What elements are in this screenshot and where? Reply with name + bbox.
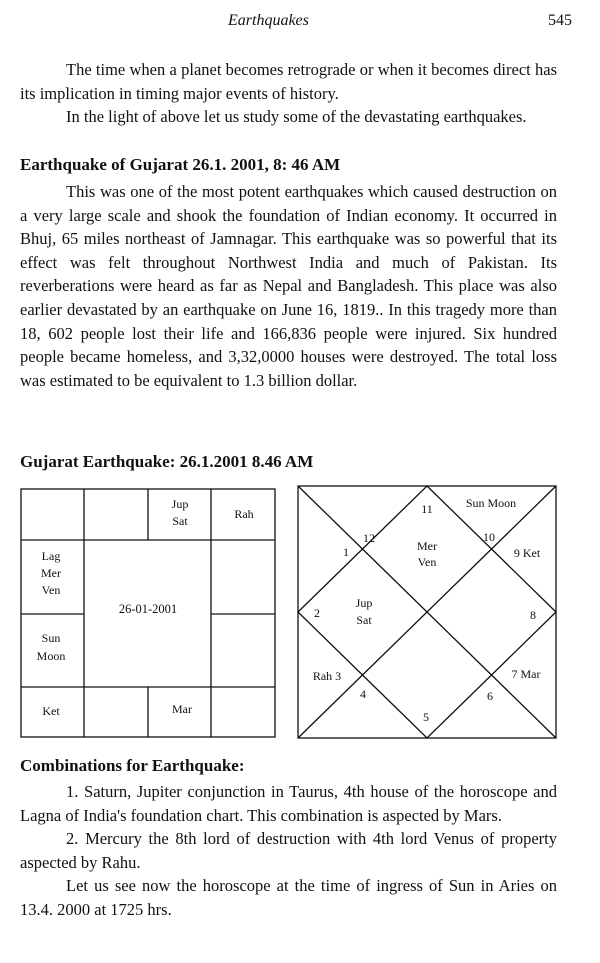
south-left3-line2: Moon xyxy=(36,649,66,663)
gujarat-paragraph: This was one of the most potent earthquakes which caused destruction on a very large scale and shook the foundation of Indian economy. It occurred in Bhuj, 65 miles northeast of Jamnagar. This earthquake was so powerful that its effect was felt throughout Northwest India and much of Pakistan. Its reverberations were heard as far as Nepal and Bangladesh. This place was also earlier devastated by an earthquake on June 16, 1819.. In this tragedy more than 18, 602 people lost their life and 166,836 people were injured. Six hundred people became homeless, and 3,32,0000 houses were destroyed. The total loss was estimated to be equivalent to 1.3 billion dollar. xyxy=(20,182,557,390)
running-head: Earthquakes xyxy=(228,12,309,29)
south-top3: Rah xyxy=(234,507,254,521)
south-top2-line2: Sat xyxy=(172,514,188,528)
south-left2-line2: Mer xyxy=(41,566,61,580)
page-number: 545 xyxy=(548,12,572,29)
north-house-12: 12 xyxy=(363,531,375,545)
north-rah: Rah 3 xyxy=(312,669,342,683)
north-mar: 7 Mar xyxy=(511,667,541,681)
north-jup: Jup xyxy=(355,596,373,610)
south-center: 26-01-2001 xyxy=(118,602,178,616)
section-heading-combinations: Combinations for Earthquake: xyxy=(20,756,245,775)
south-left2-line3: Ven xyxy=(41,583,61,597)
chart-heading: Gujarat Earthquake: 26.1.2001 8.46 AM xyxy=(20,452,314,471)
north-indian-chart xyxy=(297,485,557,739)
intro-text xyxy=(20,58,557,129)
intro-paragraph-2: In the light of above let us study some of the devastating earthquakes. xyxy=(66,107,527,127)
north-house-8: 8 xyxy=(530,608,536,622)
south-bottom1: Ket xyxy=(42,704,60,718)
combination-item-1: 1. Saturn, Jupiter conjunction in Taurus, 4th house of the horoscope and Lagna of India's foundation chart. This combination is aspected by Mars. xyxy=(20,782,557,825)
north-house-2: 2 xyxy=(314,606,320,620)
south-left2-line1: Lag xyxy=(41,549,61,563)
north-house-10: 10 xyxy=(483,530,495,544)
north-house-4: 4 xyxy=(360,687,366,701)
north-house-11: 11 xyxy=(421,502,433,516)
north-house-1: 1 xyxy=(343,545,349,559)
section-heading-gujarat: Earthquake of Gujarat 26.1. 2001, 8: 46 AM xyxy=(20,155,341,174)
gujarat-text xyxy=(20,180,557,392)
north-sun-moon: Sun Moon xyxy=(465,496,517,510)
north-house-5: 5 xyxy=(423,710,429,724)
north-ven: Ven xyxy=(417,555,437,569)
south-indian-chart xyxy=(20,488,276,738)
south-left3-line1: Sun xyxy=(41,631,61,645)
north-ket: 9 Ket xyxy=(513,546,541,560)
south-top2-line1: Jup xyxy=(171,497,189,511)
intro-paragraph-1: The time when a planet becomes retrograde or when it becomes direct has its implication in timing major events of history. xyxy=(20,60,557,103)
combination-closing: Let us see now the horoscope at the time of ingress of Sun in Aries on 13.4. 2000 at 1725 hrs. xyxy=(20,876,557,919)
combinations-text xyxy=(20,780,557,922)
south-bottom3: Mar xyxy=(172,702,192,716)
north-sat: Sat xyxy=(356,613,372,627)
combination-item-2: 2. Mercury the 8th lord of destruction with 4th lord Venus of property aspected by Rahu. xyxy=(20,829,557,872)
north-mer: Mer xyxy=(417,539,437,553)
north-house-6: 6 xyxy=(487,689,493,703)
